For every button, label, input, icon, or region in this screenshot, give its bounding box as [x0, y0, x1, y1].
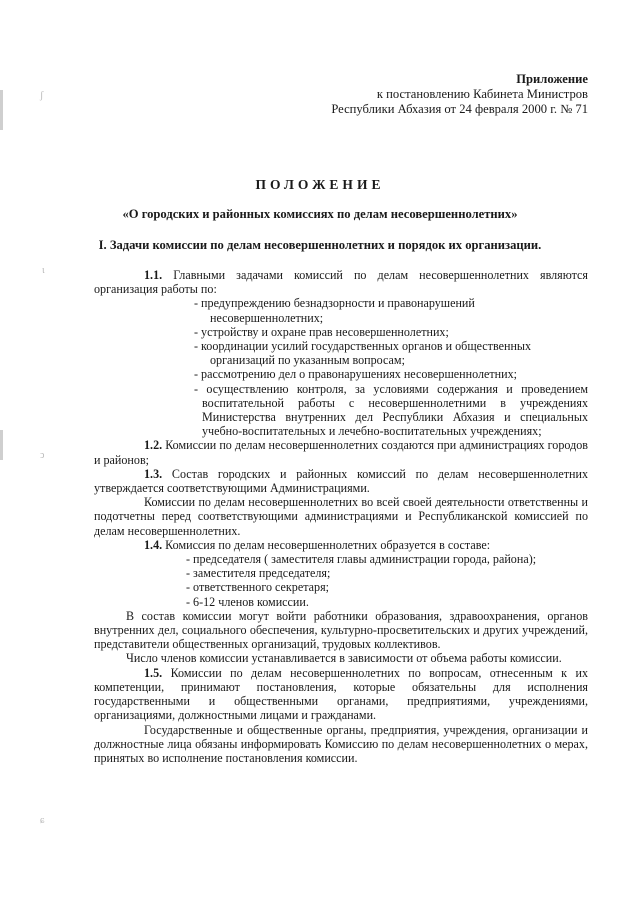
- paragraph-1-4-b: В состав комиссии могут войти работники образования, здравоохранения, органов внутренних дел, социального обеспечения, культурно-просветительских и других учреждений, представители общественных организаций, трудовых коллективов.: [94, 608, 588, 652]
- list-item: - председателя ( заместителя главы администрации города, района);: [186, 552, 537, 567]
- section-heading: I. Задачи комиссии по делам несовершеннолетних и порядок их организации.: [98, 238, 542, 252]
- list-item: - ответственного секретаря;: [186, 580, 329, 595]
- appendix-label: Приложение: [516, 72, 588, 86]
- list-item: - 6-12 членов комиссии.: [186, 594, 309, 609]
- appendix-line-1: к постановлению Кабинета Министров: [376, 87, 588, 101]
- clause-number: 1.4.: [144, 537, 163, 552]
- list-item: - предупреждению безнадзорности и правонарушений: [194, 296, 475, 311]
- task-list: [94, 296, 588, 438]
- clause-number: 1.3.: [144, 466, 163, 481]
- clause-number: 1.2.: [144, 438, 163, 453]
- paragraph-1-4-c: Число членов комиссии устанавливается в зависимости от объема работы комиссии.: [126, 651, 562, 666]
- list-item: - рассмотрению дел о правонарушениях несовершеннолетних;: [194, 367, 517, 382]
- list-item-continuation: организаций по указанным вопросам;: [210, 353, 405, 368]
- paragraph-1-2: [94, 438, 588, 466]
- appendix-header: [331, 72, 588, 117]
- list-item: - координации усилий государственных органов и общественных: [194, 339, 532, 354]
- paragraph-text: Комиссии по делам несовершеннолетних создаются при администрациях городов и районов;: [94, 438, 588, 467]
- paragraph-text: Состав городских и районных комиссий по делам несовершеннолетних утверждается соответствующими Администрациями.: [94, 466, 588, 496]
- paragraph-1-1: [94, 268, 588, 296]
- scan-edge-mark: [0, 430, 3, 460]
- paragraph-1-5-b: Государственные и общественные органы, предприятия, учреждения, организации и должностные лица обязаны информировать Комиссию по делам несовершеннолетних о мерах, принятых во исполнение постановления комиссии.: [94, 722, 588, 765]
- clause-number: 1.1.: [144, 268, 163, 282]
- paragraph-text: Комиссии по делам несовершеннолетних по вопросам, отнесенным к их компетенции, принимают постановления, которые обязательны для исполнения государственными и общественными органами, предприятиями, учреждениями, организациями, должностными лицами и гражданами.: [94, 665, 588, 723]
- appendix-line-2: Республики Абхазия от 24 февраля 2000 г. № 71: [331, 102, 588, 116]
- paragraph-text: Комиссия по делам несовершеннолетних образуется в составе:: [162, 537, 491, 552]
- paragraph-1-5: [94, 666, 588, 723]
- composition-list: [94, 552, 588, 609]
- document-body: [94, 268, 588, 765]
- paragraph-text: Главными задачами комиссий по делам несовершеннолетних являются организация работы по:: [94, 268, 588, 297]
- list-item: - устройству и охране прав несовершеннолетних;: [194, 324, 449, 339]
- document-title: ПОЛОЖЕНИЕ: [255, 177, 385, 192]
- paragraph-1-3-b: Комиссии по делам несовершеннолетних во всей своей деятельности ответственны и подотчетны перед соответствующими администрациями и Республиканской комиссией по делам несовершеннолетних.: [94, 495, 588, 538]
- scan-artifact: ɩ: [42, 265, 45, 276]
- scan-artifact: ɕ: [40, 815, 45, 826]
- list-item: - осуществлению контроля, за условиями содержания и проведением воспитательной работы с несовершеннолетними в учреждениях Министерства внутренних дел Республики Абхазия и специальных учебно-воспитательных и лечебно-воспитательных учреждениях;: [194, 381, 588, 439]
- list-item-continuation: несовершеннолетних;: [210, 310, 324, 325]
- list-item: - заместителя председателя;: [186, 566, 331, 581]
- paragraph-1-3: [94, 467, 588, 495]
- scan-artifact: ʃ: [40, 90, 44, 101]
- paragraph-1-4: [94, 538, 588, 552]
- scan-edge-mark: [0, 90, 3, 130]
- clause-number: 1.5.: [144, 665, 163, 680]
- scan-artifact: ↄ: [40, 450, 45, 461]
- document-subtitle: «О городских и районных комиссиях по делам несовершеннолетних»: [122, 207, 518, 221]
